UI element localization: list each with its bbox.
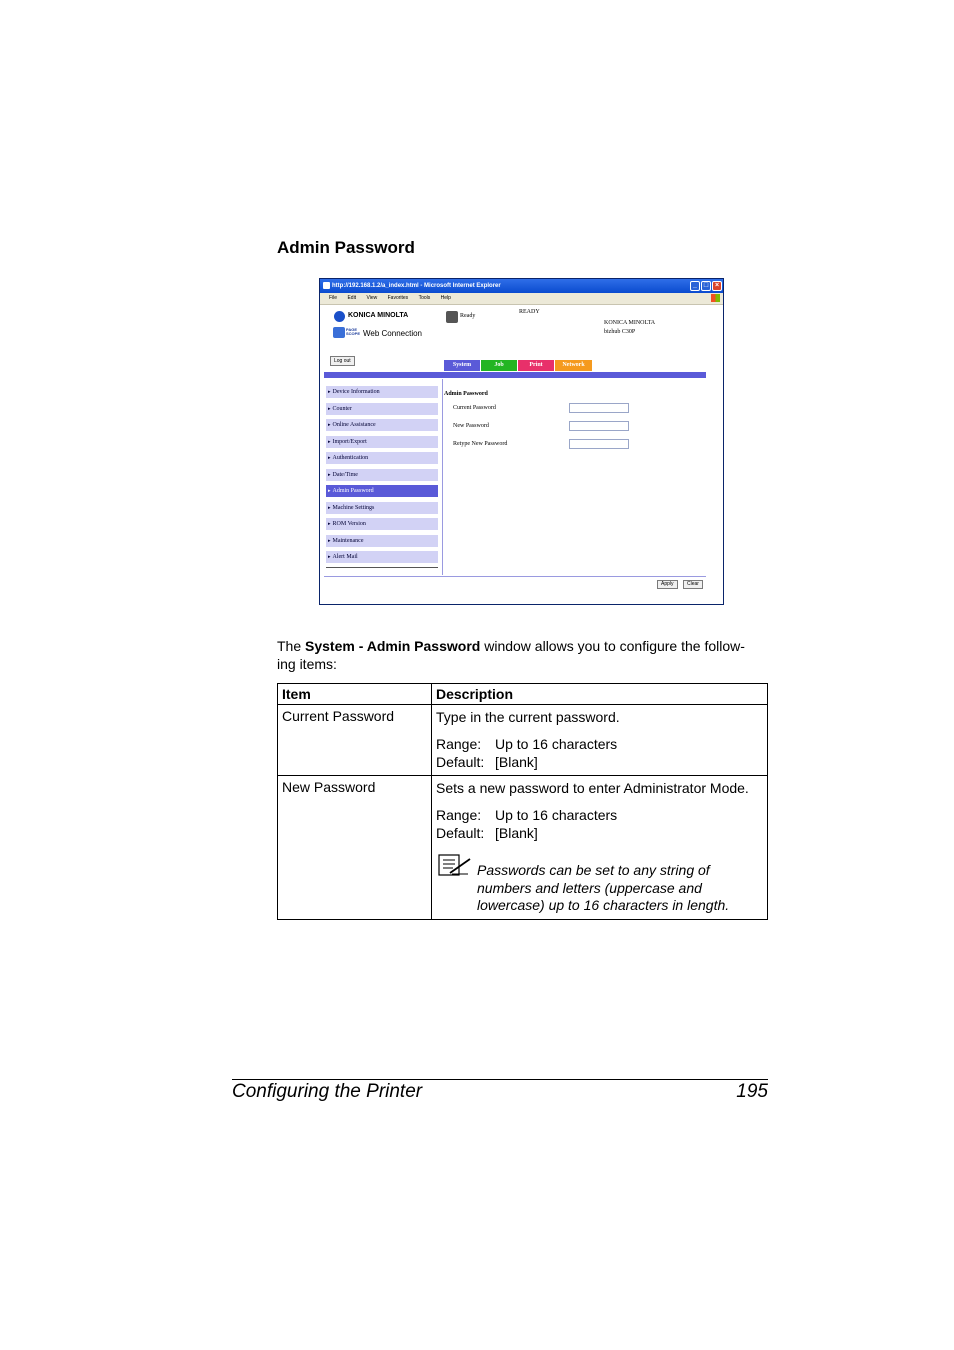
ie-page-icon — [323, 282, 330, 289]
default-value: [Blank] — [495, 754, 538, 770]
web-connection-label: Web Connection — [363, 329, 422, 338]
logout-button[interactable]: Log out — [330, 356, 355, 366]
sidebar-divider — [326, 567, 438, 568]
minimize-icon[interactable]: _ — [690, 281, 700, 291]
sidebar-item-admin-password[interactable]: ▸ Admin Password — [326, 485, 438, 497]
footer-chapter-title: Configuring the Printer — [232, 1081, 423, 1102]
intro-bold: System - Admin Password — [305, 638, 481, 654]
retype-password-input[interactable] — [569, 439, 629, 449]
sidebar-item-import-export[interactable]: ▸ Import/Export — [326, 436, 438, 448]
default-label: Default: — [436, 825, 485, 841]
note-line: lowercase) up to 16 characters in length. — [477, 897, 730, 913]
browser-window-screenshot — [319, 278, 724, 605]
description-text: Sets a new password to enter Administrator Mode. — [436, 780, 749, 796]
maximize-icon[interactable]: □ — [701, 281, 711, 291]
items-table — [277, 683, 768, 920]
current-password-label: Current Password — [453, 405, 496, 411]
menu-favorites[interactable]: Favorites — [387, 295, 409, 301]
table-header-row — [278, 684, 768, 705]
apply-button[interactable]: Apply — [657, 580, 678, 589]
sidebar-item-rom-version[interactable]: ▸ ROM Version — [326, 518, 438, 530]
pagescope-icon — [333, 327, 345, 338]
konica-minolta-logo-icon — [334, 311, 345, 322]
description-text: Type in the current password. — [436, 709, 620, 725]
browser-menubar — [320, 293, 723, 305]
row-item: New Password — [278, 776, 432, 920]
note-line: Passwords can be set to any string of — [477, 862, 710, 878]
sidebar-item-date-time[interactable]: ▸ Date/Time — [326, 469, 438, 481]
menu-file[interactable]: File — [329, 295, 338, 301]
sidebar-item-alert-mail[interactable]: ▸ Alert Mail — [326, 551, 438, 563]
printer-brand: KONICA MINOLTA — [604, 320, 656, 326]
current-password-input[interactable] — [569, 403, 629, 413]
tab-job[interactable]: Job — [481, 360, 517, 371]
intro-paragraph — [277, 637, 767, 673]
page-number: 195 — [736, 1081, 768, 1102]
note-line: numbers and letters (uppercase and — [477, 879, 702, 896]
printer-status: READY — [519, 309, 540, 315]
status-icon-label: Ready — [460, 313, 476, 319]
range-value: Up to 16 characters — [495, 736, 618, 752]
form-title: Admin Password — [444, 391, 488, 397]
intro-line2: ing items: — [277, 656, 337, 672]
brand-name: KONICA MINOLTA — [348, 312, 409, 319]
windows-flag-icon — [711, 294, 720, 302]
printer-model: bizhub C30P — [604, 329, 636, 335]
sidebar-item-counter[interactable]: ▸ Counter — [326, 403, 438, 415]
intro-pre: The — [277, 638, 306, 654]
sidebar-item-maintenance[interactable]: ▸ Maintenance — [326, 535, 438, 547]
note-pencil-icon — [438, 854, 472, 878]
range-label: Range: — [436, 736, 482, 752]
note-block — [436, 862, 763, 915]
retype-password-label: Retype New Password — [453, 441, 508, 447]
footer-rule — [232, 1079, 768, 1080]
menu-help[interactable]: Help — [440, 295, 451, 301]
table-row — [278, 705, 768, 776]
menu-view[interactable]: View — [366, 295, 378, 301]
intro-post: window allows you to configure the follow- — [480, 638, 745, 654]
close-icon[interactable]: × — [712, 281, 722, 291]
tab-system[interactable]: System — [444, 360, 480, 371]
default-value: [Blank] — [495, 825, 538, 841]
section-heading: Admin Password — [277, 238, 415, 257]
sidebar-item-online-assistance[interactable]: ▸ Online Assistance — [326, 419, 438, 431]
tab-network[interactable]: Network — [555, 360, 592, 371]
sidebar-item-authentication[interactable]: ▸ Authentication — [326, 452, 438, 464]
window-title: http://192.168.1.2/a_index.html - Microsoft Internet Explorer — [332, 283, 501, 289]
range-label: Range: — [436, 807, 482, 823]
menu-edit[interactable]: Edit — [347, 295, 357, 301]
tab-underline-bar — [324, 372, 706, 378]
default-label: Default: — [436, 754, 485, 770]
sidebar-item-device-information[interactable]: ▸ Device Information — [326, 386, 438, 398]
bottom-divider — [324, 576, 706, 577]
content-divider — [442, 379, 443, 575]
clear-button[interactable]: Clear — [683, 580, 703, 589]
header-description: Description — [432, 684, 768, 705]
row-item: Current Password — [278, 705, 432, 776]
new-password-label: New Password — [453, 423, 489, 429]
row-description — [432, 776, 768, 920]
sidebar-item-machine-settings[interactable]: ▸ Machine Settings — [326, 502, 438, 514]
tab-print[interactable]: Print — [518, 360, 554, 371]
new-password-input[interactable] — [569, 421, 629, 431]
table-row — [278, 776, 768, 920]
row-description — [432, 705, 768, 776]
window-titlebar — [320, 279, 723, 293]
header-item: Item — [278, 684, 432, 705]
range-value: Up to 16 characters — [495, 807, 618, 823]
pagescope-label: PAGE SCOPE — [346, 327, 361, 336]
menu-tools[interactable]: Tools — [418, 295, 431, 301]
printer-status-icon — [446, 311, 458, 323]
